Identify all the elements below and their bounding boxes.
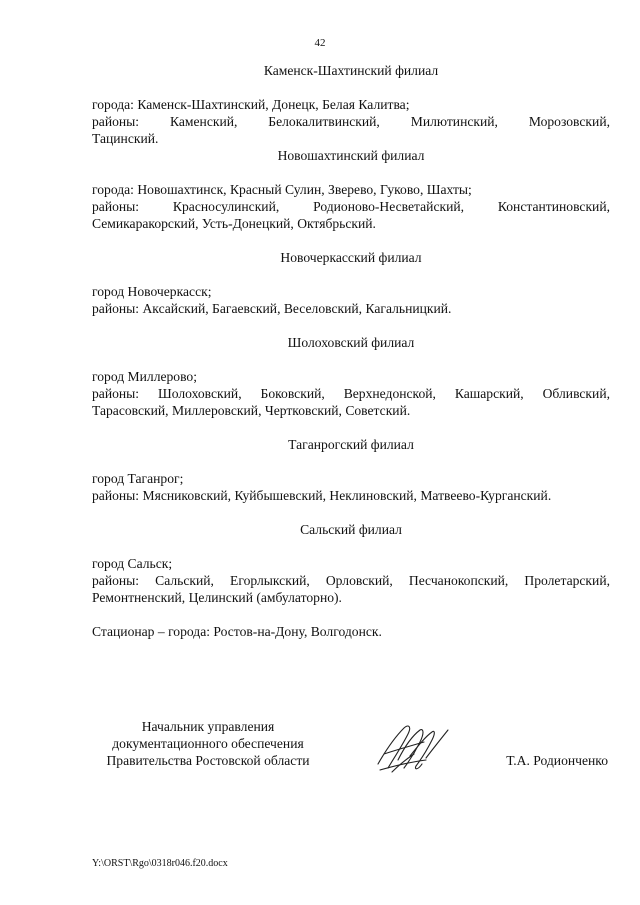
branch-districts-line1: районы: Шолоховский, Боковский, Верхнедонской, Кашарский, Обливский, — [92, 386, 610, 401]
signature-block — [92, 718, 610, 778]
page-number: 42 — [314, 37, 326, 49]
branch-districts-line2: Ремонтненский, Целинский (амбулаторно). — [92, 590, 342, 605]
branch-novoshakhtinsky — [92, 147, 610, 232]
signatory-title-line3: Правительства Ростовской области — [106, 753, 310, 768]
branch-sholokhovsky — [92, 334, 610, 419]
signatory-name: Т.А. Родионченко — [506, 753, 608, 768]
file-path-footer: Y:\ORST\Rgo\0318r046.f20.docx — [92, 858, 228, 869]
branch-districts-line1: районы: Мясниковский, Куйбышевский, Неклиновский, Матвеево-Курганский. — [92, 488, 552, 503]
branch-districts-line2: Тацинский. — [92, 131, 159, 146]
signatory-title — [92, 718, 324, 769]
branch-cities: города: Новошахтинск, Красный Сулин, Зверево, Гуково, Шахты; — [92, 182, 472, 197]
branch-kamensk-shakhtinsky — [92, 62, 610, 147]
signatory-title-line2: документационного обеспечения — [112, 736, 304, 751]
branch-districts-line1: районы: Аксайский, Багаевский, Веселовский, Кагальницкий. — [92, 301, 452, 316]
branch-districts-line1: районы: Каменский, Белокалитвинский, Милютинский, Морозовский, — [92, 114, 610, 129]
branch-taganrogsky — [92, 436, 610, 504]
branch-title: Таганрогский филиал — [288, 437, 414, 452]
branch-cities: город Таганрог; — [92, 471, 184, 486]
branch-districts-line2: Семикаракорский, Усть-Донецкий, Октябрьский. — [92, 216, 376, 231]
branch-districts-line1: районы: Красносулинский, Родионово-Несветайский, Константиновский, — [92, 199, 610, 214]
branch-title: Новочеркасский филиал — [280, 250, 422, 265]
branch-novocherkassky — [92, 249, 610, 317]
branch-cities: города: Каменск-Шахтинский, Донецк, Белая Калитва; — [92, 97, 410, 112]
document-body — [92, 62, 610, 640]
branch-title: Шолоховский филиал — [287, 335, 415, 350]
branch-districts-line1: районы: Сальский, Егорлыкский, Орловский, Песчанокопский, Пролетарский, — [92, 573, 610, 588]
branch-title: Сальский филиал — [300, 522, 402, 537]
branch-title: Новошахтинский филиал — [277, 148, 425, 163]
stationary-note: Стационар – города: Ростов-на-Дону, Волгодонск. — [92, 624, 382, 639]
signatory-title-line1: Начальник управления — [141, 719, 275, 734]
branch-districts-line2: Тарасовский, Миллеровский, Чертковский, Советский. — [92, 403, 411, 418]
branch-cities: город Новочеркасск; — [92, 284, 212, 299]
handwritten-signature — [374, 720, 454, 778]
branch-title: Каменск-Шахтинский филиал — [263, 63, 439, 78]
branch-cities: город Миллерово; — [92, 369, 198, 384]
branch-salsky — [92, 521, 610, 606]
branch-cities: город Сальск; — [92, 556, 173, 571]
